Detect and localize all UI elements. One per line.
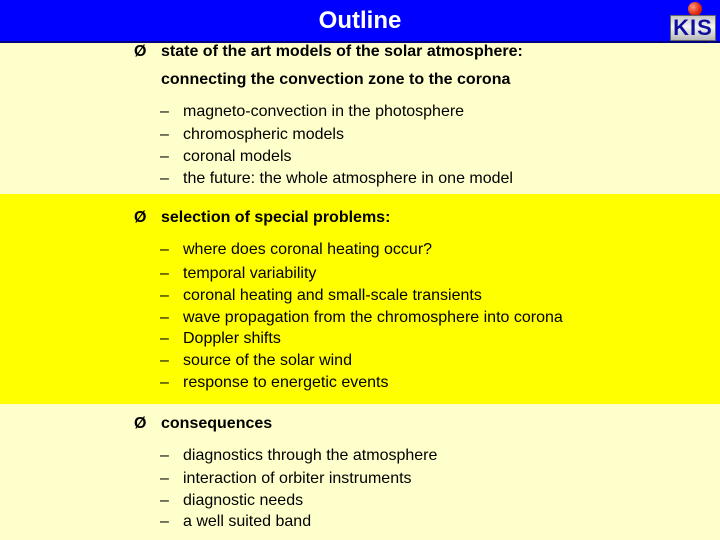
bullet-arrow-icon: Ø xyxy=(134,209,147,226)
dash-icon: – xyxy=(160,513,169,530)
sun-icon xyxy=(688,2,702,16)
list-item: a well suited band xyxy=(183,513,312,530)
section-heading: consequences xyxy=(161,415,273,432)
dash-icon: – xyxy=(160,352,169,369)
list-item: temporal variability xyxy=(183,265,317,282)
dash-icon: – xyxy=(160,265,169,282)
list-item: diagnostic needs xyxy=(183,492,304,509)
list-item: diagnostics through the atmosphere xyxy=(183,447,438,464)
list-item: interaction of orbiter instruments xyxy=(183,470,412,487)
section-heading: selection of special problems: xyxy=(161,209,391,226)
dash-icon: – xyxy=(160,330,169,347)
section-heading: connecting the convection zone to the corona xyxy=(161,71,511,88)
logo-text: KIS xyxy=(670,15,716,41)
list-item: coronal heating and small-scale transients xyxy=(183,287,482,304)
dash-icon: – xyxy=(160,447,169,464)
dash-icon: – xyxy=(160,170,169,187)
dash-icon: – xyxy=(160,241,169,258)
list-item: response to energetic events xyxy=(183,374,389,391)
kis-logo xyxy=(668,1,718,42)
bullet-arrow-icon: Ø xyxy=(134,43,147,60)
dash-icon: – xyxy=(160,148,169,165)
list-item: the future: the whole atmosphere in one model xyxy=(183,170,513,187)
title-bar xyxy=(0,0,720,43)
list-item: coronal models xyxy=(183,148,292,165)
bullet-arrow-icon: Ø xyxy=(134,415,147,432)
list-item: wave propagation from the chromosphere into corona xyxy=(183,309,563,326)
list-item: chromospheric models xyxy=(183,126,344,143)
dash-icon: – xyxy=(160,103,169,120)
dash-icon: – xyxy=(160,492,169,509)
dash-icon: – xyxy=(160,470,169,487)
section-heading: state of the art models of the solar atmosphere: xyxy=(161,43,523,60)
dash-icon: – xyxy=(160,287,169,304)
slide-title: Outline xyxy=(318,7,402,34)
list-item: Doppler shifts xyxy=(183,330,281,347)
dash-icon: – xyxy=(160,374,169,391)
list-item: magneto-convection in the photosphere xyxy=(183,103,465,120)
list-item: source of the solar wind xyxy=(183,352,352,369)
list-item: where does coronal heating occur? xyxy=(183,241,433,258)
dash-icon: – xyxy=(160,126,169,143)
dash-icon: – xyxy=(160,309,169,326)
